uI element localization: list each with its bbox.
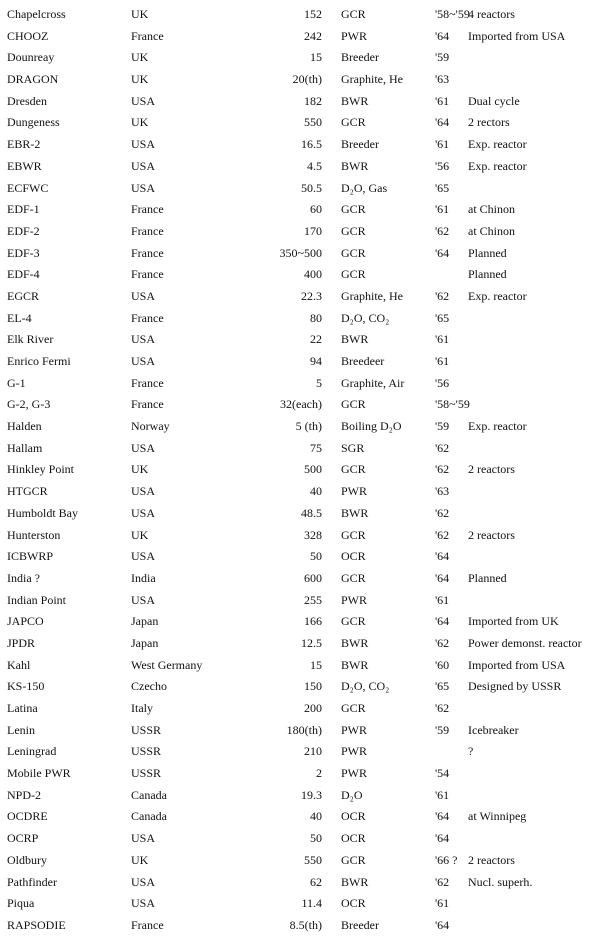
reactor-name: RAPSODIE [7, 917, 66, 932]
reactor-note: 2 reactors [468, 527, 515, 542]
reactor-name: Elk River [7, 332, 54, 347]
reactor-year: '61 [435, 592, 450, 607]
reactor-type: BWR [341, 505, 369, 520]
reactor-country: USSR [131, 744, 162, 759]
reactor-type: PWR [341, 766, 368, 781]
reactor-name: Oldbury [7, 852, 47, 867]
reactor-type: BWR [341, 158, 369, 173]
reactor-power: 328 [304, 527, 322, 542]
reactor-year: '64 [435, 917, 450, 932]
reactor-country: France [131, 245, 164, 260]
reactor-note: Imported from UK [468, 614, 559, 629]
reactor-name: Chapelcross [7, 7, 66, 21]
reactor-year: '63 [435, 72, 450, 87]
table-row [0, 416, 600, 438]
reactor-power: 12.5 [301, 635, 322, 650]
table-row [0, 373, 600, 395]
reactor-name: G-2, G-3 [7, 397, 51, 412]
table-row [0, 4, 600, 26]
reactor-name: JAPCO [7, 614, 44, 629]
reactor-country: UK [131, 462, 149, 477]
reactor-power: 50 [310, 549, 322, 564]
table-row [0, 633, 600, 655]
reactor-name: Lenin [7, 722, 35, 737]
reactor-note: Imported from USA [468, 28, 566, 43]
table-row [0, 590, 600, 612]
reactor-name: EBR-2 [7, 137, 41, 152]
reactor-power: 15 [310, 657, 322, 672]
reactor-name: Mobile PWR [7, 766, 71, 781]
reactor-country: UK [131, 72, 149, 87]
reactor-type: GCR [341, 223, 366, 238]
reactor-country: USA [131, 505, 156, 520]
reactor-country: Norway [131, 419, 170, 434]
reactor-country: USA [131, 332, 156, 347]
reactor-power: 5 (th) [295, 419, 322, 434]
reactor-name: Hunterston [7, 527, 61, 542]
reactor-country: France [131, 917, 164, 932]
reactor-year: '62 [435, 527, 450, 542]
reactor-power: 550 [304, 115, 322, 130]
reactor-name: ICBWRP [7, 549, 54, 564]
table-row [0, 134, 600, 156]
reactor-year: '64 [435, 570, 450, 585]
table-row [0, 568, 600, 590]
reactor-name: NPD-2 [7, 787, 42, 802]
reactor-country: France [131, 28, 164, 43]
reactor-country: Canada [131, 809, 167, 824]
reactor-power: 4.5 [307, 158, 322, 173]
reactor-type: GCR [341, 245, 366, 260]
reactor-name: HTGCR [7, 484, 48, 499]
reactor-note: Planned [468, 245, 507, 260]
reactor-type: BWR [341, 332, 369, 347]
reactor-power: 210 [304, 744, 322, 759]
reactor-country: USSR [131, 722, 162, 737]
reactor-country: France [131, 310, 164, 325]
reactor-year: '61 [435, 137, 450, 152]
reactor-country: UK [131, 7, 149, 21]
reactor-note: ? [468, 744, 474, 759]
reactor-country: UK [131, 50, 149, 65]
reactor-country: USA [131, 354, 156, 368]
reactor-note: Dual cycle [468, 93, 520, 108]
table-row [0, 785, 600, 807]
reactor-name: Leningrad [7, 744, 57, 759]
reactor-power: 166 [304, 614, 322, 629]
reactor-year: '65 [435, 310, 450, 325]
reactor-power: 550 [304, 852, 322, 867]
table-row [0, 763, 600, 785]
reactor-name: Dounreay [7, 50, 55, 65]
reactor-note: 2 reactors [468, 852, 515, 867]
reactor-year: '61 [435, 354, 450, 368]
reactor-year: '59 [435, 419, 450, 434]
reactor-year: '62 [435, 505, 450, 520]
table-row [0, 893, 600, 915]
reactor-note: 4 reactors [468, 7, 515, 21]
reactor-name: JPDR [7, 635, 36, 650]
reactor-type: OCR [341, 809, 366, 824]
reactor-type: Boiling D₂O [341, 419, 402, 434]
reactor-country: France [131, 267, 164, 282]
table-row [0, 308, 600, 330]
reactor-type: Graphite, He [341, 72, 403, 87]
table-row [0, 806, 600, 828]
table-row [0, 69, 600, 91]
table-row [0, 481, 600, 503]
reactor-power: 60 [310, 202, 322, 217]
reactor-year: '64 [435, 809, 450, 824]
reactor-year: '54 [435, 766, 450, 781]
reactor-year: '61 [435, 202, 450, 217]
reactor-year: '64 [435, 614, 450, 629]
reactor-type: BWR [341, 657, 369, 672]
reactor-power: 182 [304, 93, 322, 108]
reactor-year: '65 [435, 679, 450, 694]
reactor-power: 40 [310, 809, 322, 824]
reactor-power: 180(th) [286, 722, 322, 737]
reactor-note: Power demonst. reactor [468, 635, 582, 650]
reactor-type: GCR [341, 852, 366, 867]
table-row [0, 329, 600, 351]
reactor-name: KS-150 [7, 679, 45, 694]
reactor-country: USA [131, 93, 156, 108]
reactor-type: GCR [341, 267, 366, 282]
table-row [0, 676, 600, 698]
reactor-country: USA [131, 874, 156, 889]
reactor-country: France [131, 223, 164, 238]
reactor-name: Enrico Fermi [7, 354, 71, 368]
reactor-name: Latina [7, 701, 38, 715]
reactor-note: 2 reactors [468, 462, 515, 477]
table-row [0, 546, 600, 568]
reactor-note: Exp. reactor [468, 288, 527, 303]
table-row [0, 394, 600, 416]
reactor-name: EDF-4 [7, 267, 40, 282]
reactor-year: '61 [435, 332, 450, 347]
reactor-country: Japan [131, 614, 159, 629]
reactor-year: '62 [435, 440, 450, 455]
table-row [0, 438, 600, 460]
table-row [0, 199, 600, 221]
reactor-type: D₂O, Gas [341, 180, 388, 195]
reactor-year: '62 [435, 462, 450, 477]
reactor-country: UK [131, 527, 149, 542]
reactor-note: Nucl. superh. [468, 874, 533, 889]
reactor-type: PWR [341, 592, 368, 607]
table-row [0, 503, 600, 525]
reactor-country: USA [131, 831, 156, 846]
reactor-note: Exp. reactor [468, 137, 527, 152]
reactor-name: EL-4 [7, 310, 32, 325]
reactor-type: D₂O, CO₂ [341, 679, 390, 694]
reactor-power: 80 [310, 310, 322, 325]
reactor-year: '58~'59 [435, 397, 470, 412]
reactor-name: G-1 [7, 375, 26, 390]
reactor-name: Pathfinder [7, 874, 57, 889]
reactor-name: Hinkley Point [7, 462, 75, 477]
reactor-type: PWR [341, 28, 368, 43]
reactor-power: 8.5(th) [289, 917, 322, 932]
reactor-year: '65 [435, 180, 450, 195]
reactor-year: '59 [435, 722, 450, 737]
reactor-power: 152 [304, 7, 322, 21]
reactor-note: Planned [468, 570, 507, 585]
reactor-country: West Germany [131, 657, 203, 672]
table-row [0, 655, 600, 677]
reactor-name: OCRP [7, 831, 39, 846]
reactor-type: OCR [341, 831, 366, 846]
reactor-name: Humboldt Bay [7, 505, 78, 520]
reactor-year: '64 [435, 549, 450, 564]
reactor-name: EGCR [7, 288, 40, 303]
reactor-note: Imported from USA [468, 657, 566, 672]
reactor-country: France [131, 397, 164, 412]
reactor-year: '56 [435, 158, 450, 173]
reactor-type: Breeder [341, 50, 379, 65]
reactor-power: 50.5 [301, 180, 322, 195]
reactor-year: '62 [435, 223, 450, 238]
reactor-type: Breeder [341, 137, 379, 152]
reactor-power: 16.5 [301, 137, 322, 152]
reactor-year: '62 [435, 874, 450, 889]
reactor-power: 2 [316, 766, 322, 781]
reactor-power: 19.3 [301, 787, 322, 802]
reactor-country: Czecho [131, 679, 167, 694]
reactor-type: Graphite, Air [341, 375, 405, 390]
reactor-type: GCR [341, 701, 366, 715]
reactor-country: UK [131, 115, 149, 130]
reactor-type: Breeder [341, 917, 379, 932]
reactor-name: EBWR [7, 158, 42, 173]
table-row [0, 156, 600, 178]
reactor-type: GCR [341, 397, 366, 412]
reactor-country: Italy [131, 701, 153, 715]
reactor-year: '61 [435, 896, 450, 911]
reactor-type: GCR [341, 115, 366, 130]
reactor-note: Exp. reactor [468, 419, 527, 434]
table-row [0, 828, 600, 850]
reactor-power: 11.4 [301, 896, 322, 911]
table-row [0, 459, 600, 481]
reactor-type: BWR [341, 635, 369, 650]
reactor-power: 75 [310, 440, 322, 455]
reactor-name: DRAGON [7, 72, 59, 87]
reactor-type: PWR [341, 744, 368, 759]
table-row [0, 47, 600, 69]
reactor-country: Japan [131, 635, 159, 650]
reactor-power: 600 [304, 570, 322, 585]
reactor-power: 400 [304, 267, 322, 282]
reactor-power: 350~500 [279, 245, 322, 260]
reactor-name: Dresden [7, 93, 47, 108]
reactor-power: 22.3 [301, 288, 322, 303]
reactor-note: at Winnipeg [468, 809, 527, 824]
reactor-type: GCR [341, 462, 366, 477]
reactor-power: 15 [310, 50, 322, 65]
reactor-power: 40 [310, 484, 322, 499]
reactor-country: India [131, 570, 156, 585]
reactor-country: USA [131, 896, 156, 911]
table-row [0, 850, 600, 872]
reactor-country: USA [131, 484, 156, 499]
table-row [0, 915, 600, 937]
reactor-country: USA [131, 288, 156, 303]
reactor-country: USA [131, 180, 156, 195]
reactor-type: D₂O [341, 787, 363, 802]
reactor-name: Halden [7, 419, 42, 434]
reactor-name: ECFWC [7, 180, 49, 195]
reactor-power: 50 [310, 831, 322, 846]
reactor-year: '61 [435, 787, 450, 802]
table-row [0, 525, 600, 547]
reactor-year: '61 [435, 93, 450, 108]
reactor-note: 2 rectors [468, 115, 510, 130]
reactor-name: Hallam [7, 440, 43, 455]
table-row [0, 720, 600, 742]
table-row [0, 286, 600, 308]
reactor-year: '64 [435, 245, 450, 260]
reactor-power: 500 [304, 462, 322, 477]
reactor-type: GCR [341, 614, 366, 629]
reactor-country: France [131, 375, 164, 390]
reactor-name: Kahl [7, 657, 31, 672]
reactor-name: EDF-2 [7, 223, 40, 238]
table-row [0, 26, 600, 48]
table-row [0, 741, 600, 763]
reactor-country: USA [131, 549, 156, 564]
reactor-name: Indian Point [7, 592, 66, 607]
table-row [0, 264, 600, 286]
reactor-note: Icebreaker [468, 722, 519, 737]
reactor-type: BWR [341, 874, 369, 889]
table-row [0, 698, 600, 720]
reactor-year: '58~'59 [435, 7, 470, 21]
reactor-type: GCR [341, 570, 366, 585]
reactor-year: '66 ? [435, 852, 458, 867]
reactor-country: USA [131, 158, 156, 173]
table-row [0, 243, 600, 265]
reactor-year: '62 [435, 288, 450, 303]
reactor-type: D₂O, CO₂ [341, 310, 390, 325]
reactor-type: OCR [341, 549, 366, 564]
table-row [0, 112, 600, 134]
reactor-table [0, 4, 600, 937]
reactor-country: USA [131, 440, 156, 455]
reactor-name: India ? [7, 570, 40, 585]
reactor-year: '64 [435, 28, 450, 43]
reactor-country: UK [131, 852, 149, 867]
reactor-year: '64 [435, 831, 450, 846]
reactor-power: 5 [316, 375, 322, 390]
table-row [0, 872, 600, 894]
reactor-year: '63 [435, 484, 450, 499]
reactor-country: USA [131, 592, 156, 607]
reactor-power: 32(each) [280, 397, 322, 412]
reactor-power: 150 [304, 679, 322, 694]
reactor-year: '64 [435, 115, 450, 130]
reactor-power: 242 [304, 28, 322, 43]
reactor-power: 62 [310, 874, 322, 889]
reactor-country: USSR [131, 766, 162, 781]
reactor-year: '62 [435, 635, 450, 650]
reactor-year: '60 [435, 657, 450, 672]
reactor-power: 94 [310, 354, 322, 368]
reactor-note: Planned [468, 267, 507, 282]
reactor-note: at Chinon [468, 202, 515, 217]
table-row [0, 91, 600, 113]
reactor-power: 22 [310, 332, 322, 347]
reactor-power: 255 [304, 592, 322, 607]
reactor-type: OCR [341, 896, 366, 911]
reactor-name: EDF-1 [7, 202, 40, 217]
table-row [0, 221, 600, 243]
table-row [0, 351, 600, 373]
table-row [0, 178, 600, 200]
reactor-type: GCR [341, 202, 366, 217]
reactor-year: '56 [435, 375, 450, 390]
reactor-power: 200 [304, 701, 322, 715]
reactor-year: '62 [435, 701, 450, 715]
reactor-type: Graphite, He [341, 288, 403, 303]
reactor-year: '59 [435, 50, 450, 65]
reactor-country: USA [131, 137, 156, 152]
reactor-name: OCDRE [7, 809, 48, 824]
reactor-power: 48.5 [301, 505, 322, 520]
reactor-type: Breedeer [341, 354, 385, 368]
reactor-name: CHOOZ [7, 28, 49, 43]
reactor-note: Exp. reactor [468, 158, 527, 173]
reactor-name: EDF-3 [7, 245, 40, 260]
reactor-type: SGR [341, 440, 365, 455]
reactor-type: GCR [341, 7, 366, 21]
reactor-type: GCR [341, 527, 366, 542]
reactor-country: Canada [131, 787, 167, 802]
table-row [0, 611, 600, 633]
reactor-power: 20(th) [292, 72, 322, 87]
reactor-name: Dungeness [7, 115, 60, 130]
reactor-name: Piqua [7, 896, 35, 911]
reactor-type: PWR [341, 484, 368, 499]
reactor-note: at Chinon [468, 223, 515, 238]
reactor-type: PWR [341, 722, 368, 737]
reactor-country: France [131, 202, 164, 217]
reactor-power: 170 [304, 223, 322, 238]
reactor-type: BWR [341, 93, 369, 108]
reactor-note: Designed by USSR [468, 679, 562, 694]
